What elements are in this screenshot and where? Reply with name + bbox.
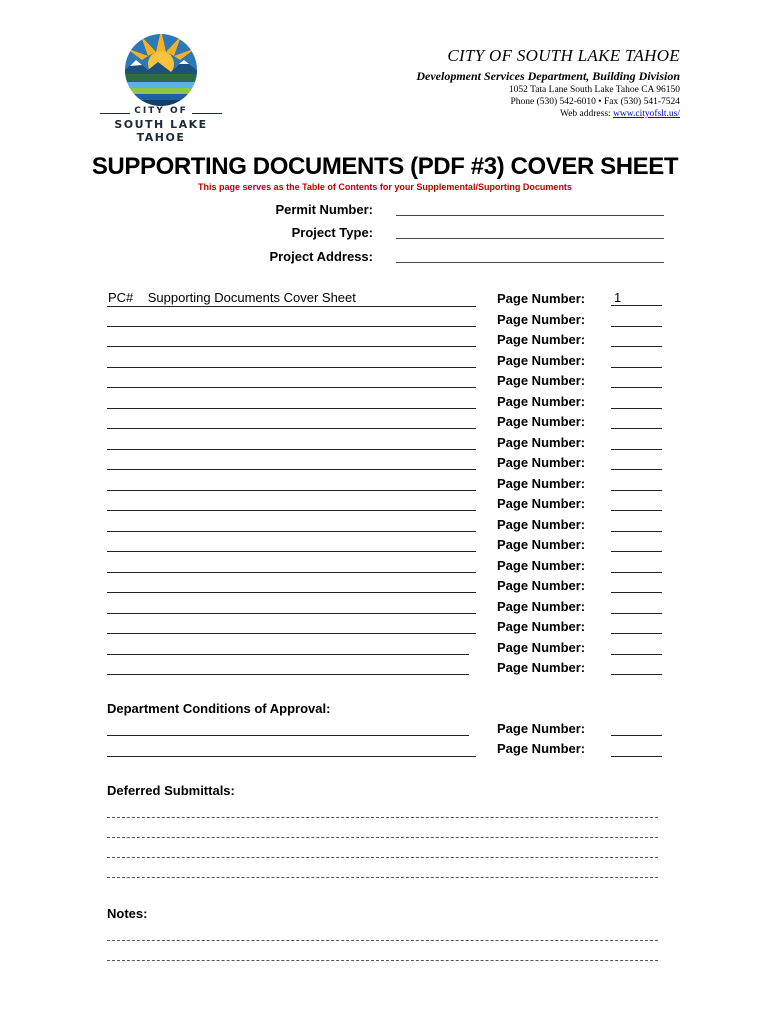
- conditions-line-1[interactable]: [107, 735, 469, 736]
- page-number-label: Page Number:: [497, 660, 586, 675]
- permit-number-label: Permit Number:: [275, 202, 373, 217]
- page-number-field[interactable]: [611, 346, 662, 347]
- page-number-field[interactable]: [611, 654, 662, 655]
- page-number-field[interactable]: [611, 592, 662, 593]
- page-number-label: Page Number:: [497, 640, 586, 655]
- conditions-line-2[interactable]: [107, 756, 476, 757]
- project-address-label: Project Address:: [269, 249, 373, 264]
- page-number-field[interactable]: [611, 469, 662, 470]
- document-line[interactable]: [107, 306, 476, 307]
- page-number-field[interactable]: [611, 674, 662, 675]
- conditions-page-label-1: Page Number:: [497, 721, 586, 736]
- document-line[interactable]: [107, 674, 469, 675]
- page-number-label: Page Number:: [497, 558, 586, 573]
- page-subtitle: This page serves as the Table of Contents for your Supplemental/Suporting Documents: [198, 182, 572, 192]
- pc-header: PC#: [108, 290, 134, 305]
- document-line[interactable]: [107, 551, 476, 552]
- page-number-label: Page Number:: [497, 291, 586, 306]
- page-number-field[interactable]: [611, 633, 662, 634]
- notes-line-2[interactable]: [107, 960, 658, 961]
- page-number-field[interactable]: [611, 428, 662, 429]
- logo-text-bottom: SOUTH LAKE TAHOE: [114, 118, 208, 144]
- page-number-field[interactable]: [611, 510, 662, 511]
- document-line[interactable]: [107, 408, 476, 409]
- document-line[interactable]: [107, 510, 476, 511]
- conditions-label: Department Conditions of Approval:: [107, 701, 331, 716]
- page-number-label: Page Number:: [497, 496, 586, 511]
- page-number-label: Page Number:: [497, 578, 586, 593]
- department-name: Development Services Department, Building Division: [416, 69, 680, 83]
- conditions-page-field-2[interactable]: [611, 756, 662, 757]
- city-logo: [96, 30, 226, 132]
- conditions-page-label-2: Page Number:: [497, 741, 586, 756]
- page-number-label: Page Number:: [497, 312, 586, 327]
- page-number-label: Page Number:: [497, 517, 586, 532]
- page-number-label: Page Number:: [497, 455, 586, 470]
- deferred-label: Deferred Submittals:: [107, 783, 235, 798]
- address-line: 1052 Tata Lane South Lake Tahoe CA 96150: [508, 85, 680, 95]
- page-number-field[interactable]: [611, 490, 662, 491]
- document-line[interactable]: [107, 613, 476, 614]
- table-first-row: [108, 290, 356, 305]
- web-link[interactable]: www.cityofslt.us/: [613, 109, 680, 119]
- page-number-field[interactable]: [611, 305, 662, 306]
- document-line[interactable]: [107, 367, 476, 368]
- page-number-label: Page Number:: [497, 414, 586, 429]
- document-line[interactable]: [107, 654, 469, 655]
- page-number-field[interactable]: [611, 326, 662, 327]
- page-title: SUPPORTING DOCUMENTS (PDF #3) COVER SHEET: [91, 153, 679, 180]
- contact-block: [509, 84, 680, 120]
- city-name: CITY OF SOUTH LAKE TAHOE: [447, 46, 680, 65]
- document-line[interactable]: [107, 572, 476, 573]
- deferred-line-3[interactable]: [107, 857, 658, 858]
- first-page-value: 1: [614, 290, 622, 305]
- page-number-field[interactable]: [611, 367, 662, 368]
- permit-number-field[interactable]: [396, 215, 664, 216]
- first-document: Supporting Documents Cover Sheet: [147, 290, 356, 305]
- page-number-field[interactable]: [611, 531, 662, 532]
- notes-line-1[interactable]: [107, 940, 658, 941]
- logo-text-top: CITY OF: [134, 106, 188, 116]
- page-number-label: Page Number:: [497, 599, 586, 614]
- deferred-line-4[interactable]: [107, 877, 658, 878]
- page-number-label: Page Number:: [497, 619, 586, 634]
- document-line[interactable]: [107, 592, 476, 593]
- web-label: Web address:: [560, 109, 611, 119]
- project-type-label: Project Type:: [291, 225, 373, 240]
- document-line[interactable]: [107, 326, 476, 327]
- document-line[interactable]: [107, 387, 476, 388]
- page-number-label: Page Number:: [497, 353, 586, 368]
- page-number-label: Page Number:: [497, 435, 586, 450]
- project-address-field[interactable]: [396, 262, 664, 263]
- deferred-line-1[interactable]: [107, 817, 658, 818]
- page-number-label: Page Number:: [497, 537, 586, 552]
- project-type-field[interactable]: [396, 238, 664, 239]
- document-line[interactable]: [107, 490, 476, 491]
- page-number-field[interactable]: [611, 551, 662, 552]
- page-number-field[interactable]: [611, 613, 662, 614]
- page-number-field[interactable]: [611, 572, 662, 573]
- document-line[interactable]: [107, 346, 476, 347]
- web-line: [509, 108, 680, 120]
- conditions-page-field-1[interactable]: [611, 735, 662, 736]
- phone-line: Phone (530) 542-6010 • Fax (530) 541-7524: [510, 97, 680, 107]
- deferred-line-2[interactable]: [107, 837, 658, 838]
- page-number-label: Page Number:: [497, 373, 586, 388]
- page-number-field[interactable]: [611, 449, 662, 450]
- page-number-label: Page Number:: [497, 394, 586, 409]
- document-line[interactable]: [107, 428, 476, 429]
- notes-label: Notes:: [107, 906, 148, 921]
- page-number-field[interactable]: [611, 408, 662, 409]
- document-line[interactable]: [107, 449, 476, 450]
- page-number-label: Page Number:: [497, 476, 586, 491]
- document-line[interactable]: [107, 531, 476, 532]
- document-line[interactable]: [107, 633, 476, 634]
- page-number-label: Page Number:: [497, 332, 586, 347]
- document-line[interactable]: [107, 469, 476, 470]
- page-number-field[interactable]: [611, 387, 662, 388]
